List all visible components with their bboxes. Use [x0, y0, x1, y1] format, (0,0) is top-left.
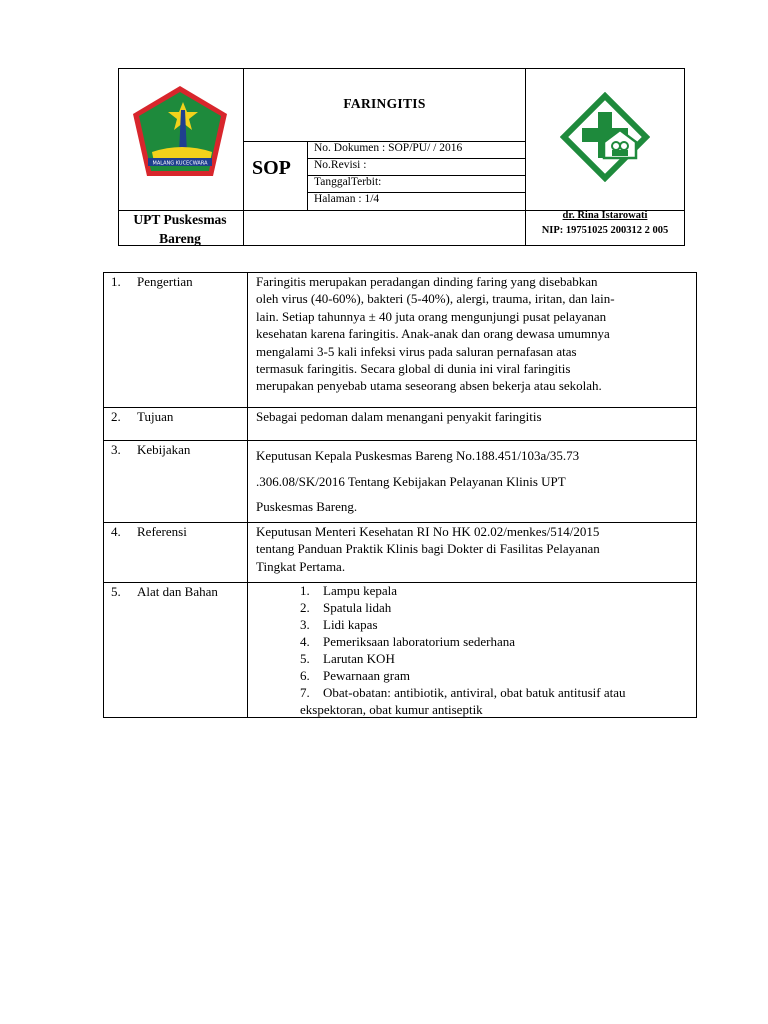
sop-label: SOP — [252, 157, 291, 179]
list-item-number: 4. — [300, 634, 310, 649]
section-number: 2. — [111, 409, 121, 424]
list-item: Lidi kapas — [323, 617, 378, 632]
header-divider-left — [243, 68, 244, 246]
tanggal-terbit: TanggalTerbit: — [314, 176, 382, 188]
row-divider-1 — [103, 407, 697, 408]
org-name-line-1: UPT Puskesmas — [133, 212, 227, 227]
signer-nip: NIP: 19751025 200312 2 005 — [541, 225, 669, 236]
org-name — [118, 210, 242, 248]
sop-divider — [307, 141, 308, 211]
kebijakan-line: .306.08/SK/2016 Tentang Kebijakan Pelayanan Klinis UPT — [256, 474, 566, 489]
list-item-number: 1. — [300, 583, 310, 598]
logo-banner-text: MALANG KUCECWARA — [152, 160, 208, 167]
referensi-text — [256, 523, 689, 575]
section-number: 5. — [111, 584, 121, 599]
section-label-tujuan: Tujuan — [137, 409, 174, 424]
section-number: 3. — [111, 442, 121, 457]
org-name-line-2: Bareng — [159, 231, 201, 246]
tujuan-text: Sebagai pedoman dalam menangani penyakit faringitis — [256, 409, 542, 424]
list-item: Larutan KOH — [323, 651, 395, 666]
pengertian-line: lain. Setiap tahunnya ± 40 juta orang mengunjungi pusat pelayanan — [256, 308, 607, 324]
kota-malang-logo-icon — [130, 84, 230, 180]
pengertian-line: termasuk faringitis. Secara global di dunia ini viral faringitis — [256, 361, 571, 377]
pengertian-line: mengalami 3-5 kali infeksi virus pada saluran pernafasan atas — [256, 343, 577, 359]
pengertian-line: kesehatan karena faringitis. Anak-anak dan orang dewasa umumnya — [256, 326, 610, 342]
section-number: 4. — [111, 524, 121, 539]
list-item-number: 3. — [300, 617, 310, 632]
content-column-divider — [247, 272, 248, 718]
puskesmas-logo-icon — [560, 92, 650, 182]
section-label-kebijakan: Kebijakan — [137, 442, 191, 457]
kebijakan-line: Puskesmas Bareng. — [256, 499, 358, 514]
signer-name: dr. Rina Istarowati — [562, 210, 648, 221]
referensi-line: Tingkat Pertama. — [256, 558, 346, 574]
halaman: Halaman : 1/4 — [314, 193, 380, 205]
pengertian-line: oleh virus (40-60%), bakteri (5-40%), alergi, trauma, iritan, dan lain- — [256, 291, 615, 307]
list-item-number: 2. — [300, 600, 310, 615]
row-divider-2 — [103, 440, 697, 441]
document-title: FARINGITIS — [343, 96, 426, 111]
kebijakan-line: Keputusan Kepala Puskesmas Bareng No.188.451/103a/35.73 — [256, 448, 580, 463]
pengertian-line: Faringitis merupakan peradangan dinding faring yang disebabkan — [256, 274, 598, 289]
list-item: Obat-obatan: antibiotik, antiviral, obat batuk antitusif atau — [323, 685, 626, 700]
pengertian-text — [256, 273, 689, 395]
no-dokumen: No. Dokumen : SOP/PU/ / 2016 — [314, 142, 463, 154]
section-label-referensi: Referensi — [137, 524, 187, 539]
list-item: Lampu kepala — [323, 583, 397, 598]
pengertian-line: merupakan penyebab utama seseorang absen bekerja atau sekolah. — [256, 378, 602, 394]
list-item-number: 6. — [300, 668, 310, 683]
list-item: Pewarnaan gram — [323, 668, 410, 683]
referensi-line: tentang Panduan Praktik Klinis bagi Dokter di Fasilitas Pelayanan — [256, 541, 600, 557]
list-item-continuation: ekspektoran, obat kumur antiseptik — [300, 702, 483, 717]
no-revisi: No.Revisi : — [314, 159, 367, 171]
list-item: Spatula lidah — [323, 600, 392, 615]
list-item-number: 5. — [300, 651, 310, 666]
section-label-alat-dan-bahan: Alat dan Bahan — [137, 584, 218, 599]
referensi-line: Keputusan Menteri Kesehatan RI No HK 02.02/menkes/514/2015 — [256, 524, 600, 539]
list-item: Pemeriksaan laboratorium sederhana — [323, 634, 516, 649]
row-divider-4 — [103, 582, 697, 583]
list-item-number: 7. — [300, 685, 310, 700]
section-number: 1. — [111, 274, 121, 289]
section-label-pengertian: Pengertian — [137, 274, 193, 289]
